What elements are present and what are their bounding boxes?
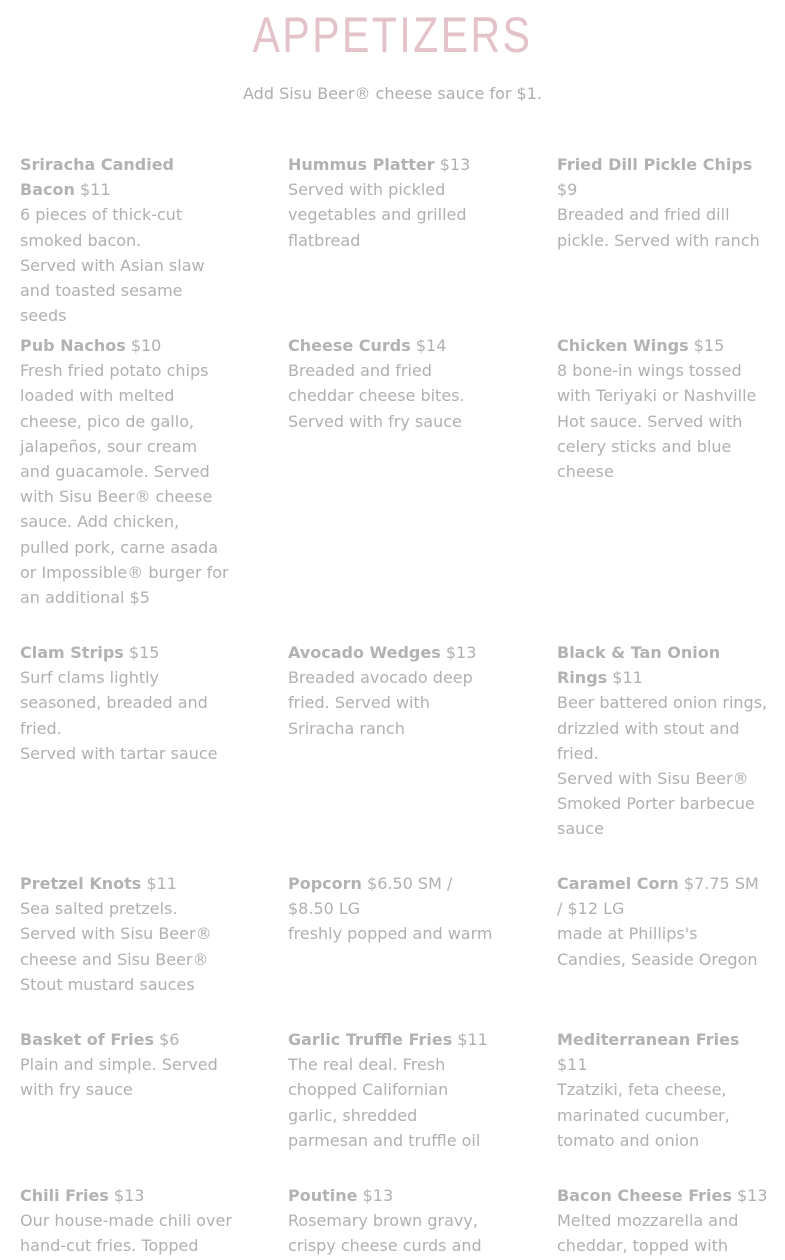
menu-item xyxy=(288,1027,500,1153)
item-price: $6 xyxy=(159,1030,180,1049)
item-price: $11 xyxy=(79,180,111,200)
item-name: Pub Nachos xyxy=(20,336,126,355)
item-name: Chicken Wings xyxy=(557,336,689,355)
item-price: $15 xyxy=(128,643,160,662)
item-name: Garlic Truffle Fries xyxy=(288,1030,453,1049)
item-name: Caramel Corn xyxy=(557,874,679,893)
menu-item xyxy=(557,152,769,253)
menu-item xyxy=(20,1027,232,1103)
item-price: $11 xyxy=(557,1055,588,1075)
menu-item xyxy=(20,640,232,766)
menu-item xyxy=(288,152,500,253)
menu-item xyxy=(557,871,769,972)
menu-item xyxy=(557,1027,769,1153)
item-price: $11 xyxy=(146,874,177,893)
item-name: Poutine xyxy=(288,1186,358,1205)
item-price: $9 xyxy=(557,180,578,200)
item-name: Black & Tan Onion Rings xyxy=(557,643,721,688)
item-description: Beer battered onion rings, drizzled with stout and fried. Served with Sisu Beer® Smoked Porter barbecue sauce xyxy=(557,693,768,839)
item-name: Popcorn xyxy=(288,874,362,893)
menu-item xyxy=(20,333,232,610)
item-name: Hummus Platter xyxy=(288,155,435,174)
item-price: $13 xyxy=(113,1186,145,1205)
item-description: Our house-made chili over hand-cut fries. Topped xyxy=(20,1211,232,1256)
item-description: Tzatziki, feta cheese, marinated cucumber, tomato and onion xyxy=(557,1080,730,1150)
item-name: Pretzel Knots xyxy=(20,874,142,893)
item-price: $15 xyxy=(693,336,725,355)
item-name: Clam Strips xyxy=(20,643,124,662)
item-description: Rosemary brown gravy, crispy cheese curds and xyxy=(288,1211,482,1256)
page-subtitle: Add Sisu Beer® cheese sauce for $1. xyxy=(243,84,542,103)
menu-item xyxy=(288,1183,500,1259)
item-description: made at Phillips's Candies, Seaside Oregon xyxy=(557,924,758,969)
item-name: Avocado Wedges xyxy=(288,643,441,662)
item-price: $11 xyxy=(457,1030,488,1049)
menu-item xyxy=(557,640,769,842)
menu-item xyxy=(20,871,232,997)
item-description: Breaded and fried dill pickle. Served with ranch xyxy=(557,205,760,250)
item-description: Breaded and fried cheddar cheese bites. Served with fry sauce xyxy=(288,361,465,431)
item-name: Mediterranean Fries xyxy=(557,1030,740,1049)
item-price: $6.50 SM / $8.50 LG xyxy=(288,874,453,919)
item-description: Fresh fried potato chips loaded with melted cheese, pico de gallo, jalapeños, sour cream and guacamole. Served with Sisu Beer® cheese sauce. Add chicken, pulled pork, carne asada or Impossible® burger for an additional $5 xyxy=(20,361,229,608)
item-price: $11 xyxy=(612,668,643,688)
item-description: 8 bone-in wings tossed with Teriyaki or Nashville Hot sauce. Served with celery sticks and blue cheese xyxy=(557,361,757,482)
item-description: Served with pickled vegetables and grilled flatbread xyxy=(288,180,467,250)
item-name: Cheese Curds xyxy=(288,336,411,355)
item-price: $7.75 SM / $12 LG xyxy=(557,874,759,919)
item-name: Bacon Cheese Fries xyxy=(557,1186,732,1205)
menu-item xyxy=(20,152,232,328)
item-description: Melted mozzarella and cheddar, topped with xyxy=(557,1211,739,1256)
item-price: $10 xyxy=(130,336,162,355)
item-price: $14 xyxy=(415,336,447,355)
item-description: Breaded avocado deep fried. Served with Sriracha ranch xyxy=(288,668,473,738)
item-description: Surf clams lightly seasoned, breaded and fried. Served with tartar sauce xyxy=(20,668,218,763)
menu-item xyxy=(20,1183,232,1259)
item-description: 6 pieces of thick-cut smoked bacon. Served with Asian slaw and toasted sesame seeds xyxy=(20,205,205,326)
menu-item xyxy=(288,333,500,434)
item-description: freshly popped and warm xyxy=(288,924,493,944)
menu-item xyxy=(288,871,500,947)
item-price: $13 xyxy=(439,155,471,174)
item-price: $13 xyxy=(445,643,477,662)
menu-item xyxy=(557,333,769,484)
menu-item xyxy=(557,1183,769,1259)
menu-item xyxy=(288,640,500,741)
item-price: $13 xyxy=(362,1186,394,1205)
item-description: The real deal. Fresh chopped Californian garlic, shredded parmesan and truffle oil xyxy=(288,1055,481,1150)
item-name: Fried Dill Pickle Chips xyxy=(557,155,753,174)
item-name: Basket of Fries xyxy=(20,1030,154,1049)
item-price: $13 xyxy=(736,1186,768,1205)
item-name: Chili Fries xyxy=(20,1186,109,1205)
item-description: Sea salted pretzels. Served with Sisu Beer® cheese and Sisu Beer® Stout mustard sauces xyxy=(20,899,212,994)
item-name: Sriracha Candied Bacon xyxy=(20,155,174,200)
item-description: Plain and simple. Served with fry sauce xyxy=(20,1055,218,1100)
page-title: APPETIZERS xyxy=(252,7,533,63)
